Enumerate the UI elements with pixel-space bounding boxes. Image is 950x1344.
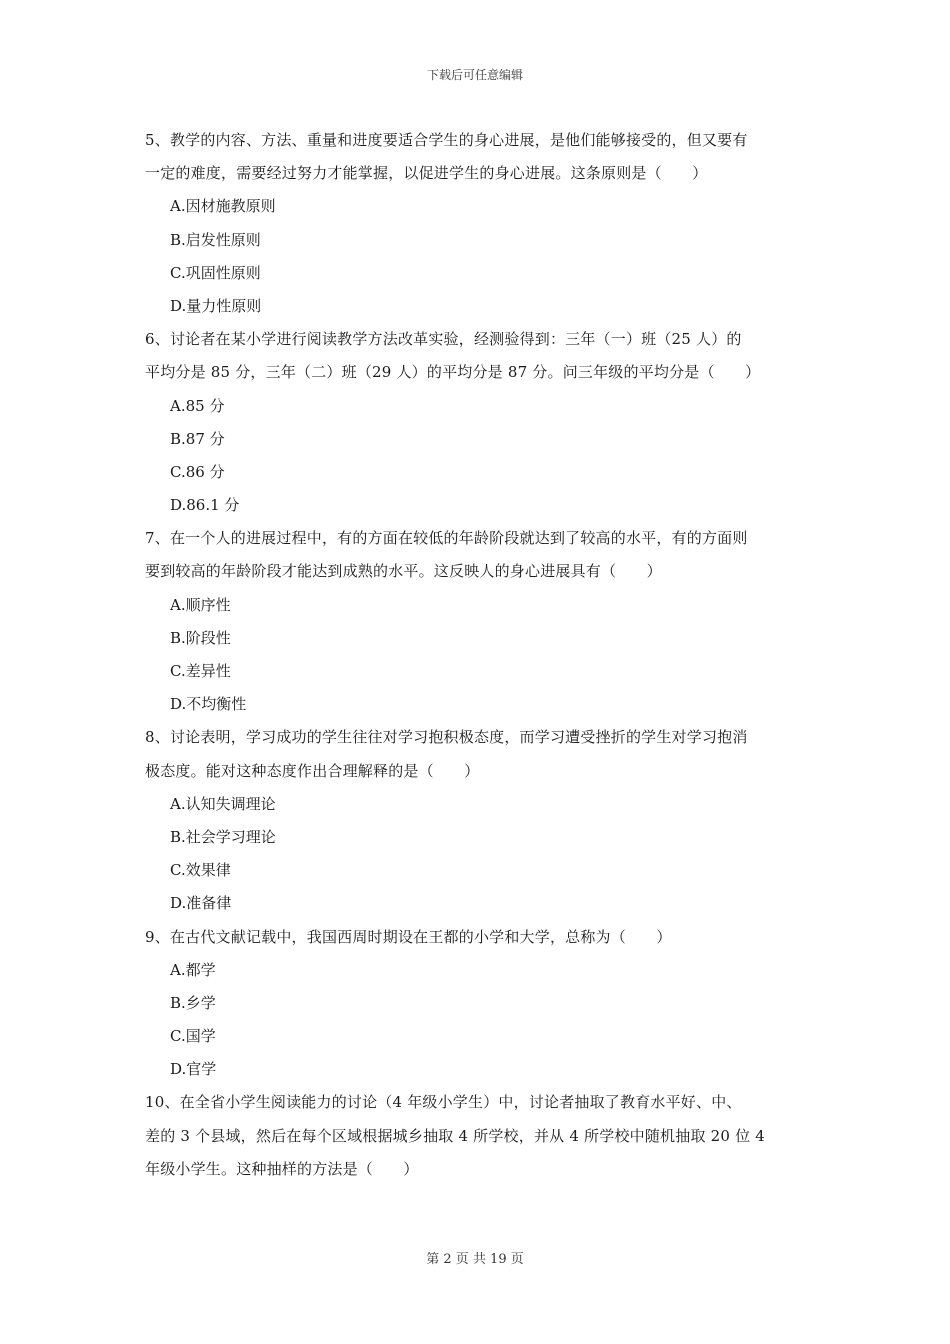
question-text-line: 极态度。能对这种态度作出合理解释的是（ ） [145,761,480,780]
question-text-line: 一定的难度，需要经过努力才能掌握，以促进学生的身心进展。这条原则是（ ） [145,164,708,183]
answer-option: C.国学 [170,1027,216,1046]
answer-option: D.86.1 分 [170,496,240,515]
answer-option: D.不均衡性 [170,695,247,714]
question-list [145,124,810,1186]
question-text-line: 5、教学的内容、方法、重量和进度要适合学生的身心进展，是他们能够接受的，但又要有 [145,131,748,149]
answer-option: C.效果律 [170,861,231,880]
question-text-line: 差的 3 个县域，然后在每个区域根据城乡抽取 4 所学校，并从 4 所学校中随机抽取 20 位 4 [145,1126,765,1145]
question-text-line: 平均分是 85 分，三年（二）班（29 人）的平均分是 87 分。问三年级的平均分是（ ） [145,363,761,382]
answer-option: D.量力性原则 [170,296,262,315]
question-text-line: 8、讨论表明，学习成功的学生往往对学习抱积极态度，而学习遭受挫折的学生对学习抱消 [145,728,748,747]
answer-option: C.86 分 [170,462,225,481]
answer-option: B.社会学习理论 [170,827,276,846]
answer-option: B.乡学 [170,993,216,1012]
answer-option: A.都学 [170,960,216,979]
question-block [145,1086,810,1186]
question-block [145,323,810,522]
question-text-line: 7、在一个人的进展过程中，有的方面在较低的年龄阶段就达到了较高的水平，有的方面则 [145,529,748,548]
answer-option: A.85 分 [170,396,225,415]
answer-option: A.认知失调理论 [170,794,276,813]
answer-option: A.顺序性 [170,595,231,614]
answer-option: D.官学 [170,1060,217,1079]
answer-option: B.87 分 [170,429,225,448]
answer-option: C.差异性 [170,662,231,680]
answer-option: B.启发性原则 [170,230,261,249]
answer-option: D.准备律 [170,894,232,913]
question-text-line: 6、讨论者在某小学进行阅读教学方法改革实验，经测验得到：三年（一）班（25 人）的 [145,330,742,349]
question-block [145,721,810,920]
question-block [145,921,810,1087]
answer-option: B.阶段性 [170,628,231,647]
question-text-line: 10、在全省小学生阅读能力的讨论（4 年级小学生）中，讨论者抽取了教育水平好、中、 [145,1093,742,1112]
question-text-line: 年级小学生。这种抽样的方法是（ ） [145,1159,419,1178]
question-block [145,522,810,721]
page-footer: 第 2 页 共 19 页 [426,1252,524,1267]
page-header: 下载后可任意编辑 [426,68,523,82]
answer-option: C.巩固性原则 [170,263,261,282]
question-text-line: 9、在古代文献记载中，我国西周时期设在王都的小学和大学，总称为（ ） [145,927,672,946]
question-text-line: 要到较高的年龄阶段才能达到成熟的水平。这反映人的身心进展具有（ ） [145,562,662,581]
answer-option: A.因材施教原则 [170,197,276,216]
question-block [145,124,810,323]
